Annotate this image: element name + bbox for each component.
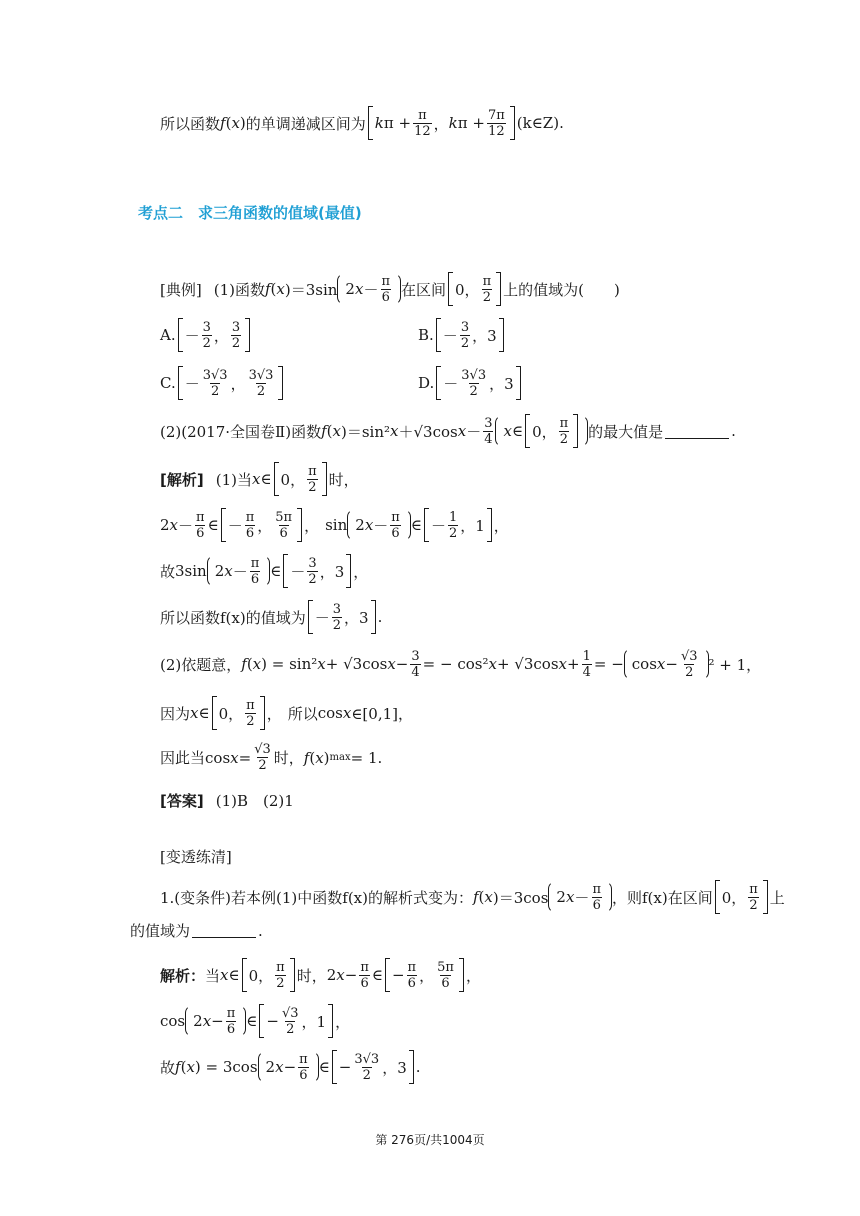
option-a[interactable]: A. － $\frac{3}{2}$ ， $\frac{3}{2}$: [160, 318, 252, 352]
variation-question-cont: 的值域为 .: [130, 921, 263, 940]
example-line: [典例] (1)函数 f ( x )＝3sin 2 x － $\frac{\pi}{6}$ 在区间 0， $\frac{\pi}{2}$ 上的值域为( ): [160, 273, 620, 305]
answer-blank[interactable]: [665, 424, 729, 439]
solution-line-1: 解析： 当 x ∈ 0， $\frac{\pi}{2}$ 时， 2 x − $\frac{\pi}{6}$ ∈ − $\frac{\pi}{6}$ ， $\frac{5\pi}{6}$ ，: [160, 959, 481, 991]
analysis-line-5: (2)依题意， f ( x ) = sin² x + √3cos x − $\frac{3}{4}$ = − cos² x + √3cos x + $\frac{1}{4}$ = − cos x − $\frac{√3}{2}$ ² + 1，: [160, 648, 762, 680]
variation-question: 1.(变条件)若本例(1)中函数f(x)的解析式变为： f ( x )＝3cos 2 x － $\frac{\pi}{6}$ ，则f(x)在区间 0， $\frac{\pi}{2}$ 上: [160, 881, 785, 913]
option-d[interactable]: D. － $\frac{3√3}{2}$ ，3: [418, 366, 523, 400]
option-c[interactable]: C. － $\frac{3√3}{2}$ ， $\frac{3√3}{2}$: [160, 366, 285, 400]
analysis-line-3: 故 3sin 2 x － $\frac{\pi}{6}$ ∈ － $\frac{3}{2}$ ，3 ，: [160, 555, 369, 587]
question-2: (2)(2017·全国卷Ⅱ)函数 f ( x )＝sin² x ＋√3cos x － $\frac{3}{4}$ x ∈ 0， $\frac{\pi}{2}$ 的最大值是 .: [160, 415, 736, 447]
solution-line-2: cos 2 x − $\frac{\pi}{6}$ ∈ − $\frac{√3}{2}$ ，1 ，: [160, 1005, 351, 1037]
intro-line: 所以函数 f ( x ) 的单调递减区间为 k π + $\frac{\pi}{12}$ ， k π + $\frac{7\pi}{12}$ (k∈Z).: [160, 107, 564, 139]
analysis-line-4: 所以函数f(x)的值域为 － $\frac{3}{2}$ ，3 .: [160, 601, 383, 633]
variation-tag: [变透练清]: [160, 848, 232, 866]
analysis-line-1: [解析] (1)当 x ∈ 0， $\frac{\pi}{2}$ 时，: [160, 463, 359, 495]
page-footer: 第 276页/共1004页: [375, 1133, 485, 1147]
answer-line: [答案] (1)B (2)1: [160, 792, 294, 810]
section-heading: 考点二 求三角函数的值域(最值): [138, 204, 362, 222]
analysis-line-7: 因此当 cos x = $\frac{√3}{2}$ 时， f ( x ) max = 1.: [160, 742, 383, 773]
variation-blank[interactable]: [192, 923, 256, 938]
analysis-line-6: 因为 x ∈ 0， $\frac{\pi}{2}$ ， 所以 cos x ∈[0,1]，: [160, 697, 413, 729]
solution-line-3: 故 f ( x ) = 3cos 2 x − $\frac{\pi}{6}$ ∈ − $\frac{3√3}{2}$ ，3 .: [160, 1051, 421, 1083]
analysis-line-2: 2 x － $\frac{\pi}{6}$ ∈ － $\frac{\pi}{6}$ ， $\frac{5\pi}{6}$ ， sin 2 x － $\frac{\pi}{6}$ ∈ － $\frac{1}{2}$ ，1 ，: [160, 509, 509, 541]
option-b[interactable]: B. － $\frac{3}{2}$ ，3: [418, 318, 506, 352]
